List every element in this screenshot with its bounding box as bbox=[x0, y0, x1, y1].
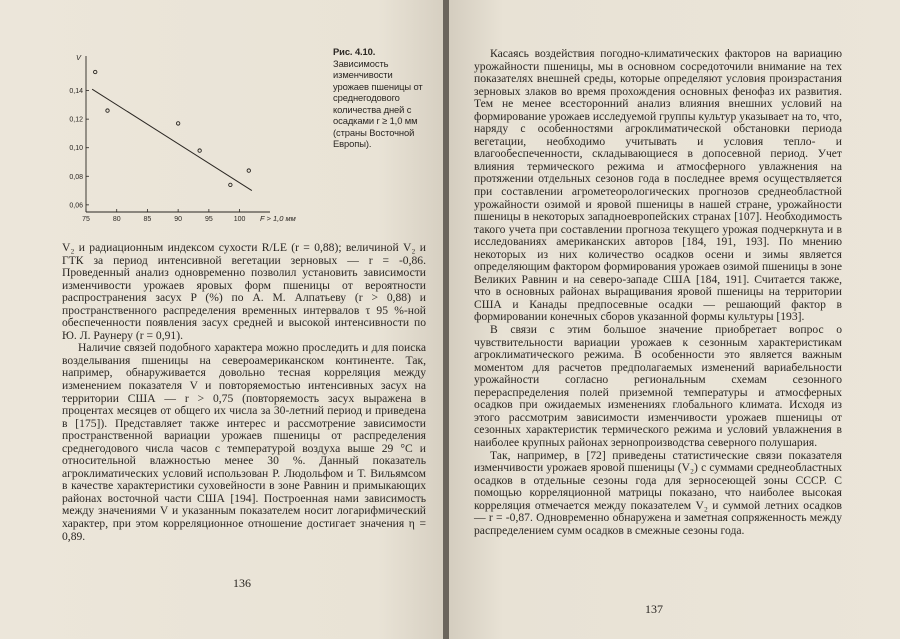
x-tick-label: 90 bbox=[174, 216, 183, 223]
page-number: 137 bbox=[645, 602, 663, 616]
paragraph: Наличие связей подобного характера можно проследить и для поиска возделывания пшеницы на североамериканском континенте. Так, например, обнаруживается довольно тесная корреляция между изменением показателя V и повторяемостью интенсивных засух на территории США — r > 0,75 (повторяемость засух выражена в процентах месяцев от общего их числа за 30-летний период и приведена в [175]). Представляет также интерес и рассмотрение зависимости пространственной вариации урожаев пшеницы от распределения среднегодового числа часов с температурой воздуха выше 29 °С и относительной влажностью менее 30 %. Данный показатель агроклиматических условий использован Р. Людольфом и Т. Вильямсом в качестве характеристики суховейности в зоне Равнин и примыкающих районах восточной части США [194]. Построенная нами зависимость между значениями V и указанным показателем носит логарифмический характер, при этом корреляционное отношение достигает значения η = 0,89. bbox=[62, 341, 426, 543]
y-axis-label: V bbox=[76, 53, 82, 62]
paragraph: Так, например, в [72] приведены статистические связи показателя изменчивости урожаев яровой пшеницы (V₂) с суммами среднеобластных осадков в отдельные сезоны года для зерносеющей зоны СССР. С помощью корреляционной матрицы показано, что наиболее высокая корреляция отмечается между показателем V₂ и суммой летних осадков — r = -0,87. Одновременно обнаружена и заметная сопряженность между распределением сумм осадков в смежные сезоны года. bbox=[474, 448, 842, 537]
figure-4-10 bbox=[58, 48, 308, 238]
caption-label: Рис. 4.10. bbox=[333, 46, 376, 57]
right-text-block bbox=[474, 48, 842, 537]
data-point bbox=[106, 109, 109, 112]
x-axis-label: F > 1,0 мм bbox=[260, 214, 296, 223]
x-tick-label: 80 bbox=[112, 216, 121, 223]
data-point bbox=[94, 70, 97, 73]
caption-text: Зависимость изменчивости урожаев пшеницы от среднегодового количества дней с осадками r ≥ 1,0 мм (страны Восточной Европы). bbox=[333, 57, 423, 149]
data-point bbox=[176, 122, 179, 125]
left-page bbox=[0, 0, 445, 639]
data-point bbox=[229, 183, 232, 186]
x-tick-label: 75 bbox=[82, 216, 90, 223]
paragraph: Касаясь воздействия погодно-климатических факторов на вариацию урожайности пшеницы, мы в основном сосредоточили внимание на тех показателях внешней среды, которые определяют условия произрастания зерновых злаков во время прохождения основных фенофаз их развития. Тем не менее всесторонний анализ влияния внешних условий на формирование урожаев исследуемой группы культур указывает на то, что, наряду с особенностями агроклиматической обстановки периода вегетации, необходимо учитывать и условия тепло- и влагообеспеченности, складывающиеся в допосевной период. Учет влияния термического режима и атмосферного увлажнения на протяжении отдельных сезонов года в последнее время осуществляется при составлении агрометеорологических прогнозов среднеобластной урожайности озимой и яровой пшеницы в нашей стране, урожайности пшеницы в некоторых западноевропейских странах [107]. Необходимость такого учета при составлении прогноза текущего урожая подчеркнута и в исследованиях американских авторов [184, 191, 193]. По мнению некоторых из них количество осадков осени и зимы является определяющим фактором формирования урожаев озимой пшеницы в зоне Великих Равнин и на северо-западе США [184, 191]. Считается также, что в основных районах выращивания яровой пшеницы на территории США и Канады предпосевные осадки — решающий фактор в формировании конечных сборов указанной формы культуры [193]. bbox=[474, 47, 842, 324]
y-tick-label: 0,14 bbox=[69, 88, 83, 96]
y-tick-label: 0,10 bbox=[69, 145, 83, 153]
y-tick-label: 0,12 bbox=[69, 116, 83, 124]
paragraph: V₂ и радиационным индексом сухости R/LE (r = 0,88); величиной V₂ и ГТК за период интенсивной вегетации зерновых — r = -0,86. Проведенный анализ одновременно позволил установить зависимости изменчивости урожаев яровых форм пшеницы от вероятности распространения засух P (%) по А. М. Алпатьеву (r > 0,88) и пространственного распределения временных интервалов τ 95 %-ной обеспеченности появления засух средней и высокой интенсивности по Ю. Л. Раунеру (r = 0,91). bbox=[62, 241, 426, 342]
trend-line bbox=[92, 89, 252, 190]
left-text-block bbox=[62, 242, 426, 543]
paragraph: В связи с этим большое значение приобретает вопрос о чувствительности вариации урожаев к сезонным характеристикам агроклиматического режима. В особенности это является важным моментом для расчетов предполагаемых изменений вариабельности урожайности согласно региональным схемам сезонного перераспределения полей приземной температуры и атмосферных осадков при ожидаемых изменениях глобального климата. Исходя из этого рассмотрим зависимости изменчивости урожаев пшеницы от сезонных характеристик термического режима и условий увлажнения в наиболее крупных районах зернопроизводства северного полушария. bbox=[474, 323, 842, 449]
figure-caption bbox=[333, 46, 425, 150]
x-tick-label: 100 bbox=[233, 216, 246, 223]
y-tick-label: 0,06 bbox=[69, 202, 83, 210]
scatter-chart bbox=[58, 48, 308, 238]
x-tick-label: 85 bbox=[143, 216, 152, 223]
page-number: 136 bbox=[233, 576, 251, 590]
data-point bbox=[198, 149, 201, 152]
y-tick-label: 0,08 bbox=[69, 173, 83, 181]
x-tick-label: 95 bbox=[204, 216, 213, 223]
data-point bbox=[247, 169, 250, 172]
